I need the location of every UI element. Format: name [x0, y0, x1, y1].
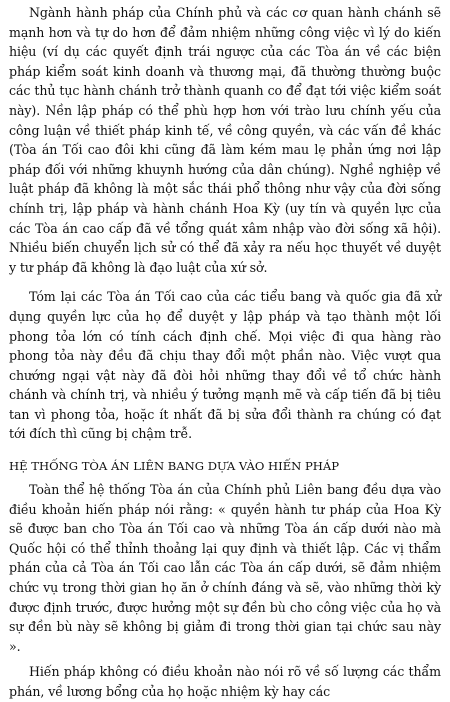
paragraph-constitution: Hiến pháp không có điều khoản nào nói rõ về số lượng các thẩm phán, về lương bổng của họ hoặc nhiệm kỳ hay các — [9, 664, 441, 699]
section-heading: HỆ THỐNG TÒA ÁN LIÊN BANG DỰA VÀO HIẾN PHÁP — [9, 459, 340, 474]
paragraph-federal-courts: Toàn thể hệ thống Tòa án của Chính phủ Liên bang đều dựa vào điều khoản hiến pháp nói rằng: « quyền hành tư pháp của Hoa Kỳ sẽ được ban cho Tòa án Tối cao và những Tòa án cấp dưới nào mà Quốc hội có thể thỉnh thoảng lại quy định và thiết lập. Các vị thẩm phán của cả Tòa án Tối cao lẫn các Tòa án cấp dưới, sẽ đảm nhiệm chức vụ trong thời gian họ ăn ở chính đáng và sẽ, vào những thời kỳ được định trước, được hưởng một sự đền bù cho công việc của họ và sự đền bù này sẽ không bị giảm đi trong thời gian tại chức sau này ». — [9, 482, 441, 654]
paragraph-summary: Tóm lại các Tòa án Tối cao của các tiểu bang và quốc gia đã xử dụng quyền lực của họ để duyệt y lập pháp và tạo thành một lối phong tỏa lớn có tính cách định chế. Mọi việc đi qua hàng rào phong tỏa này đều đã chịu thay đổi một phần nào. Việc vượt qua chướng ngại vật này đã đòi hỏi những thay đổi về tổ chức hành chánh và chính trị, và nhiều ý tưởng mạnh mẽ và cấp tiến đã bị tiêu tan vì phong tỏa, hoặc ít nhất đã bị sửa đổi thành ra chúng có đạt tới đích thì cũng bị chậm trễ. — [9, 289, 441, 442]
paragraph-executive-branch: Ngành hành pháp của Chính phủ và các cơ quan hành chánh sẽ mạnh hơn và tự do hơn để đảm nhiệm những công việc vì lý do kiến hiệu (ví dụ các quyết định trái ngược của các Tòa án về các biện pháp kiểm soát kinh doanh và thương mại, đã thường thường buộc các thủ tục hành chánh trở thành quanh co để đạt tới việc kiểm soát này). Nền lập pháp có thể phù hợp hơn với trào lưu chính yếu của công luận về thiết pháp kinh tế, về công quyền, và các vấn đề khác (Tòa án Tối cao đôi khi cũng đã làm kém mau lẹ phản ứng nơi lập pháp đối với những khuynh hướng của dân chúng). Nghề nghiệp về luật pháp đã không là một sắc thái phổ thông như vậy của đời sống chính trị, lập pháp và hành chánh Hoa Kỳ (uy tín và quyền lực của các Tòa án cao cấp đã về tổng quát xâm nhập vào đời sống xã hội). Nhiều biến chuyển lịch sử có thể đã xảy ra nếu học thuyết về duyệt y tư pháp đã không là đạo luật của xứ sở. — [9, 5, 441, 275]
paragraph-spacer — [9, 277, 441, 287]
